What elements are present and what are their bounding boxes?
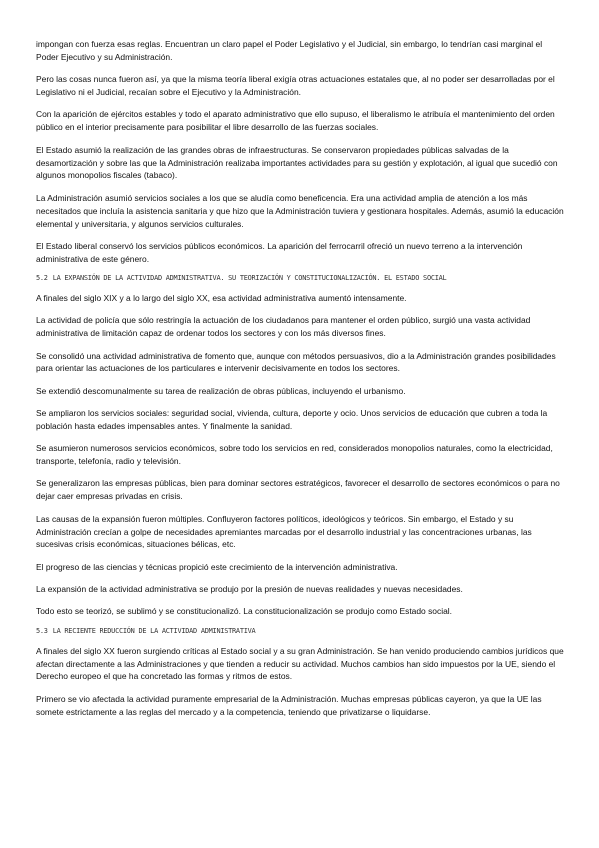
section-number: 5.2 (36, 274, 48, 283)
paragraph: Se extendió descomunalmente su tarea de realización de obras públicas, incluyendo el urbanismo. (36, 385, 406, 396)
paragraph: Se ampliaron los servicios sociales: seguridad social, vivienda, cultura, deporte y ocio. Unos servicios de educación que cubren a toda la población hasta edades impensables antes. Y finalmente la sanidad. (36, 408, 548, 431)
paragraph: Pero las cosas nunca fueron así, ya que la misma teoría liberal exigía otras actuaciones estatales que, al no poder ser desarrolladas por el Legislativo ni el Judicial, recaían sobre el Ejecutivo y la Administración. (36, 74, 555, 98)
section-title: LA EXPANSIÓN DE LA ACTIVIDAD ADMINISTRATIVA. SU TEORIZACIÓN Y CONSTITUCIONALIZACIÓN. EL ESTADO SOCIAL (52, 274, 447, 283)
document-page (36, 38, 566, 728)
paragraph: Primero se vio afectada la actividad puramente empresarial de la Administración. Muchas empresas públicas cayeron, ya que la UE las somete estrictamente a las reglas del mercado y a la competencia, teniendo que privatizarse o liquidarse. (36, 693, 542, 717)
paragraph: Con la aparición de ejércitos estables y todo el aparato administrativo que ello supuso, el liberalismo le atribuía el mantenimiento del orden público en el interior precisamente para posibilitar el libre desarrollo de las fuerzas sociales. (36, 109, 555, 133)
paragraph: Todo esto se teorizó, se sublimó y se constitucionalizó. La constitucionalización se produjo como Estado social. (36, 606, 453, 617)
paragraph: Se asumieron numerosos servicios económicos, sobre todo los servicios en red, considerados monopolios naturales, como la electricidad, transporte, telefonía, radio y televisión. (36, 443, 553, 467)
paragraph: El Estado liberal conservó los servicios públicos económicos. La aparición del ferrocarril ofreció un nuevo terreno a la intervención administrativa de este género. (36, 240, 523, 264)
section-number: 5.3 (36, 626, 48, 635)
paragraph: Se consolidó una actividad administrativa de fomento que, aunque con métodos persuasivos, dio a la Administración grandes posibilidades para orientar las actuaciones de los particulares e intervenir decisivamente en todos los sectores. (36, 350, 556, 374)
section-heading-5-3 (36, 626, 566, 637)
paragraph: A finales del siglo XX fueron surgiendo críticas al Estado social y a su gran Administración. Se han venido produciendo cambios jurídicos que afectan directamente a las Administraciones y que tienden a reducir su actividad. Muchos cambios han sido impuestos por la UE, siendo el Derecho europeo el que ha concretado las formas y ritmos de estos. (36, 645, 564, 682)
paragraph: La expansión de la actividad administrativa se produjo por la presión de nuevas realidades y nuevas necesidades. (36, 584, 463, 595)
paragraph: Las causas de la expansión fueron múltiples. Confluyeron factores políticos, ideológicos y teóricos. Sin embargo, el Estado y su Administración crecían a golpe de necesidades apremiantes marcadas por el desarrollo industrial y las concentraciones urbanas, las sucesivas crisis económicas, situaciones bélicas, etc. (36, 513, 532, 550)
paragraph: La actividad de policía que sólo restringía la actuación de los ciudadanos para mantener el orden público, surgió una vasta actividad administrativa de limitación capaz de ordenar todos los sectores y con los más diversos fines. (36, 315, 531, 339)
paragraph: impongan con fuerza esas reglas. Encuentran un claro papel el Poder Legislativo y el Judicial, sin embargo, lo tendrían casi marginal el Poder Ejecutivo y su Administración. (36, 39, 543, 62)
paragraph: A finales del siglo XIX y a lo largo del siglo XX, esa actividad administrativa aumentó intensamente. (36, 293, 407, 304)
section-heading-5-2 (36, 273, 566, 284)
section-title: LA RECIENTE REDUCCIÓN DE LA ACTIVIDAD ADMINISTRATIVA (52, 626, 256, 635)
paragraph: Se generalizaron las empresas públicas, bien para dominar sectores estratégicos, favorecer el desarrollo de sectores económicos o para no dejar caer empresas privadas en crisis. (36, 478, 560, 502)
paragraph: El progreso de las ciencias y técnicas propició este crecimiento de la intervención administrativa. (36, 561, 398, 572)
paragraph: El Estado asumió la realización de las grandes obras de infraestructuras. Se conservaron propiedades públicas salvadas de la desamortización y sobre las que la Administración realizaba importantes actividades para su gestión y explotación, al igual que sucedió con algunos monopolios fiscales (tabaco). (36, 144, 558, 181)
paragraph: La Administración asumió servicios sociales a los que se aludía como beneficencia. Era una actividad amplia de atención a los más necesitados que incluía la asistencia sanitaria y que hizo que la Administración tuviera y gestionara hospitales. Además, asumió la educación elemental y universitaria, y algunos servicios culturales. (36, 192, 564, 229)
